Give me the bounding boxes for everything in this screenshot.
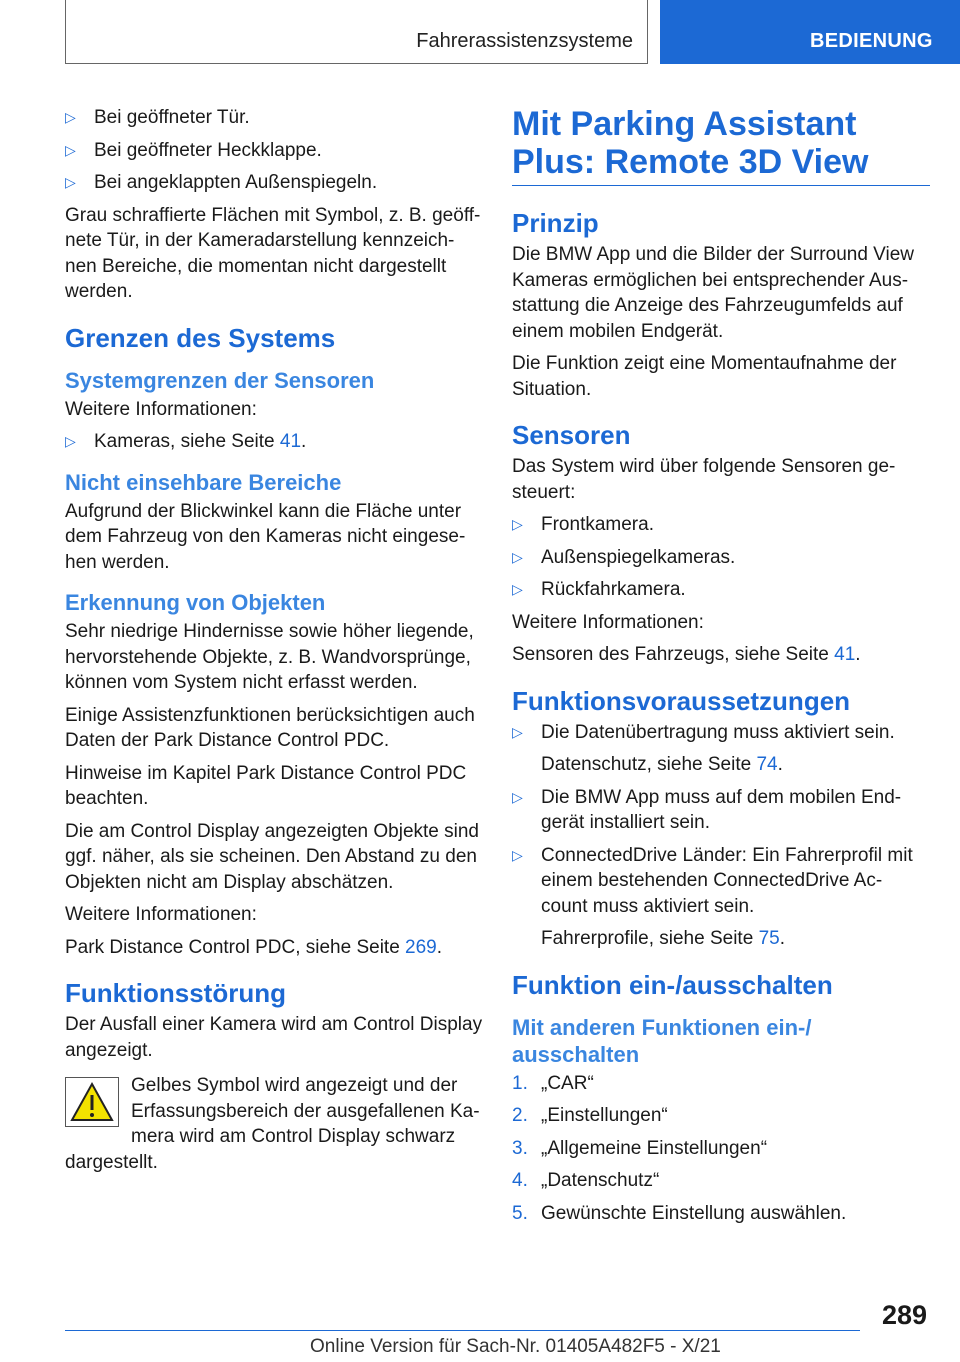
triangle-bullet-icon: ▷ (512, 723, 523, 740)
list-item: ▷ Bei geöffneter Heckklappe. (65, 138, 483, 164)
triangle-bullet-icon: ▷ (65, 141, 76, 158)
paragraph-erk-4: Die am Control Display angezeigten Objekte sind ggf. näher, als sie scheinen. Den Abstand zu den Objekten nicht am Display abschätzen. (65, 820, 479, 893)
heading-erkennung: Erkennung von Objekten (65, 590, 326, 615)
page-link-74[interactable]: 74 (756, 754, 778, 775)
warning-text-tail: dargestellt. (65, 1151, 158, 1173)
heading-ein-aus: Funktion ein-/ausschalten (512, 969, 833, 1000)
paragraph-weitere: Weitere Informationen: (65, 904, 257, 925)
paragraph-sensor-ref: Sensoren des Fahrzeugs, siehe Seite 41. (512, 644, 861, 665)
paragraph-nicht: Aufgrund der Blickwinkel kann die Fläche unter dem Fahrzeug von den Kameras nicht eingese‐ hen werden. (65, 500, 466, 573)
heading-systemgrenzen: Systemgrenzen der Sensoren (65, 367, 375, 393)
list-item: ▷ ConnectedDrive Länder: Ein Fahrerprofil mit einem bestehenden ConnectedDrive Ac‐ count muss aktiviert sein. (512, 844, 913, 917)
list-subitem: Datenschutz, siehe Seite 74. (541, 754, 783, 775)
paragraph-grau: Grau schraffierte Flächen mit Symbol, z. B. geöff‐ nete Tür, in der Kameradarstellung kennzeich‐ nen Bereiche, die momentan nicht dargestellt werden. (65, 204, 481, 302)
triangle-bullet-icon: ▷ (512, 846, 523, 863)
paragraph-prinzip-2: Die Funktion zeigt eine Momentaufnahme der Situation. (512, 353, 897, 400)
list-item: ▷ Kameras, siehe Seite 41. (65, 429, 483, 455)
page-link-75[interactable]: 75 (758, 928, 780, 949)
main-heading-block (512, 105, 930, 186)
main-heading: Mit Parking Assistant Plus: Remote 3D View (512, 105, 869, 181)
paragraph-sensoren: Das System wird über folgende Sensoren ge‐ steuert: (512, 456, 896, 503)
page-link-41[interactable]: 41 (279, 431, 302, 452)
step-item: 3. „Allgemeine Einstellungen“ (512, 1137, 768, 1159)
warning-text: Gelbes Symbol wird angezeigt und der Erfassungsbereich der ausgefallenen Ka‐ mera wird am Control Display schwarz (131, 1075, 480, 1147)
paragraph-weitere: Weitere Informationen: (65, 398, 257, 420)
triangle-bullet-icon: ▷ (512, 516, 523, 532)
heading-nicht-einsehbar: Nicht einsehbare Bereiche (65, 469, 342, 495)
page-link-41[interactable]: 41 (834, 644, 856, 665)
step-item: 4. „Datenschutz“ (512, 1170, 660, 1191)
heading-stoerung: Funktionsstörung (65, 978, 286, 1008)
header-chapter-title: BEDIENUNG (810, 30, 933, 52)
triangle-bullet-icon: ▷ (65, 433, 76, 449)
list-subitem: Fahrerprofile, siehe Seite 75. (541, 928, 785, 949)
list-item: ▷ Bei geöffneter Tür. (65, 105, 483, 131)
right-column (512, 105, 930, 1233)
triangle-bullet-icon: ▷ (512, 788, 523, 805)
heading-mit-anderen: Mit anderen Funktionen ein-/ ausschalten (512, 1014, 812, 1067)
list-item: ▷ Rückfahrkamera. (512, 577, 930, 603)
triangle-bullet-icon: ▷ (65, 109, 76, 125)
paragraph-erk-2: Einige Assistenzfunktionen berücksichtigen auch Daten der Park Distance Control PDC. (65, 704, 475, 751)
triangle-bullet-icon: ▷ (65, 174, 76, 190)
paragraph-pdc-ref: Park Distance Control PDC, siehe Seite 269. (65, 936, 443, 958)
header-chapter-tab (660, 0, 960, 64)
step-item: 5. Gewünschte Einstellung auswählen. (512, 1202, 847, 1224)
warning-triangle-icon (65, 1077, 119, 1127)
page-link-269[interactable]: 269 (405, 936, 437, 958)
step-item: 2. „Einstellungen“ (512, 1105, 668, 1126)
step-item: 1. „CAR“ (512, 1072, 594, 1094)
header-section-box (65, 0, 648, 64)
footer-divider (65, 1330, 860, 1331)
paragraph-prinzip-1: Die BMW App und die Bilder der Surround View Kameras ermöglichen bei entsprechender Aus‐ stattung die Anzeige des Fahrzeugumfelds auf einem mobilen Endgerät. (512, 244, 915, 342)
list-item: ▷ Bei angeklappten Außenspiegeln. (65, 170, 483, 196)
paragraph-stoer: Der Ausfall einer Kamera wird am Control Display angezeigt. (65, 1014, 483, 1061)
paragraph-erk-3: Hinweise im Kapitel Park Distance Control PDC beachten. (65, 762, 467, 809)
triangle-bullet-icon: ▷ (512, 548, 523, 565)
heading-grenzen: Grenzen des Systems (65, 322, 336, 353)
heading-prinzip: Prinzip (512, 208, 599, 238)
left-column (65, 105, 483, 1182)
heading-sensoren: Sensoren (512, 420, 631, 450)
page-number: 289 (881, 1300, 927, 1330)
heading-voraussetzungen: Funktionsvoraussetzungen (512, 685, 851, 716)
list-item: ▷ Die Datenübertragung muss aktiviert sein. (512, 720, 930, 746)
header-section-title: Fahrerassistenzsysteme (416, 30, 633, 52)
triangle-bullet-icon: ▷ (512, 581, 523, 597)
list-item: ▷ Frontkamera. (512, 512, 930, 538)
list-item: ▷ Außenspiegelkameras. (512, 545, 930, 571)
list-item: ▷ Die BMW App muss auf dem mobilen End‐ gerät installiert sein. (512, 786, 902, 833)
footer-text: Online Version für Sach-Nr. 01405A482F5 - X/21 (310, 1336, 721, 1357)
warning-note (65, 1073, 483, 1150)
paragraph-erk-1: Sehr niedrige Hindernisse sowie höher liegende, hervorstehende Objekte, z. B. Wandvorsprünge, können vom System nicht erfasst werden. (65, 621, 474, 693)
paragraph-weitere: Weitere Informationen: (512, 611, 704, 633)
